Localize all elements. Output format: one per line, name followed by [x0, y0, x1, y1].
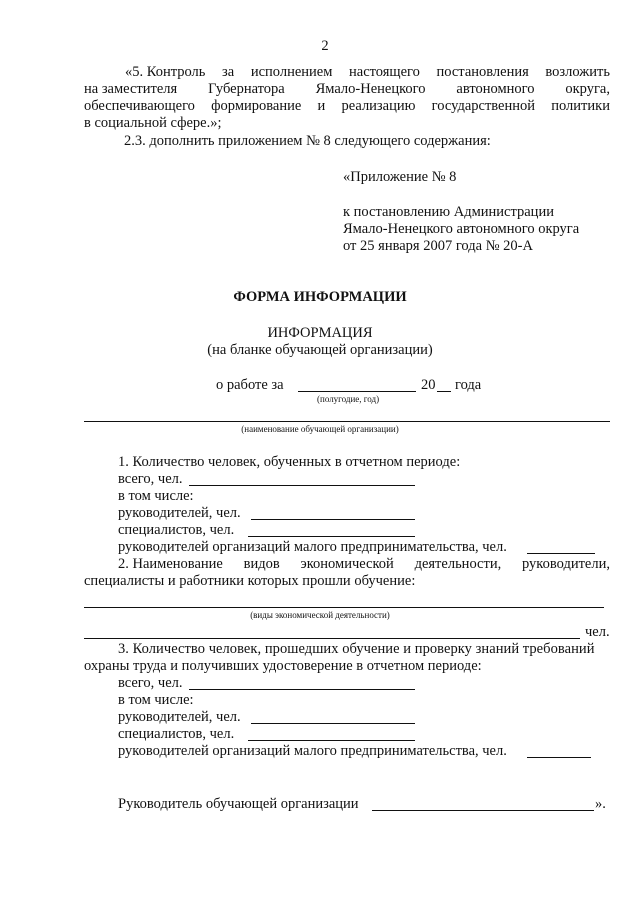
appendix-line1: к постановлению Администрации	[343, 204, 554, 220]
word: политики	[551, 98, 610, 114]
period-year-blank[interactable]	[437, 391, 451, 392]
signature-field[interactable]	[372, 810, 594, 811]
word: государственной	[431, 98, 536, 114]
form-title: ФОРМА ИНФОРМАЦИИ	[233, 289, 407, 305]
word: Ямало-Ненецкого	[315, 81, 426, 97]
s1-specialists-label: специалистов, чел.	[118, 522, 235, 538]
s1-small-business-label: руководителей организаций малого предпринимательства, чел.	[118, 539, 507, 555]
s3-line2: охраны труда и получивших удостоверение в отчетном периоде:	[84, 658, 482, 674]
word: деятельности,	[414, 556, 502, 572]
s1-managers-field[interactable]	[251, 519, 415, 520]
period-prefix: о работе за	[216, 377, 284, 393]
word: формирование	[211, 98, 302, 114]
s1-managers-label: руководителей, чел.	[118, 505, 241, 521]
word: экономической	[300, 556, 394, 572]
s1-small-business-field[interactable]	[527, 553, 595, 554]
period-hint: (полугодие, год)	[317, 394, 380, 404]
s1-total-field[interactable]	[189, 485, 415, 486]
word: и	[317, 98, 326, 114]
signature-label: Руководитель обучающей организации	[118, 796, 359, 812]
info-title: ИНФОРМАЦИЯ	[267, 325, 373, 341]
org-name-line[interactable]	[84, 421, 610, 422]
word: постановления	[436, 64, 529, 80]
s2-count-line[interactable]	[84, 638, 580, 639]
para23: 2.3. дополнить приложением № 8 следующего содержания:	[124, 133, 491, 149]
s2-line1	[118, 556, 610, 573]
period-blank[interactable]	[298, 391, 416, 392]
s2-activities-line[interactable]	[84, 607, 604, 608]
s1-title: 1. Количество человек, обученных в отчетном периоде:	[118, 454, 461, 470]
word: настоящего	[349, 64, 420, 80]
para5-line3	[84, 98, 610, 115]
s2-unit: чел.	[585, 624, 610, 640]
word: исполнением	[250, 64, 333, 80]
word: возложить	[545, 64, 610, 80]
s3-managers-field[interactable]	[251, 723, 415, 724]
s2-line2: специалисты и работники которых прошли обучение:	[84, 573, 416, 589]
para5-line2	[84, 81, 610, 98]
word: «5. Контроль	[125, 64, 206, 80]
s3-small-business-field[interactable]	[527, 757, 591, 758]
page-number: 2	[321, 38, 329, 54]
para5-line1	[125, 64, 610, 81]
s3-specialists-label: специалистов, чел.	[118, 726, 235, 742]
s3-line1: 3. Количество человек, прошедших обучение и проверку знаний требований	[118, 641, 595, 657]
s3-total-label: всего, чел.	[118, 675, 183, 691]
word: видов	[243, 556, 280, 572]
period-year-prefix: 20	[421, 377, 436, 393]
appendix-title: «Приложение № 8	[343, 169, 457, 185]
word: округа,	[565, 81, 610, 97]
word: руководители,	[522, 556, 610, 572]
appendix-line2: Ямало-Ненецкого автономного округа	[343, 221, 580, 237]
word: автономного	[456, 81, 535, 97]
word: на заместителя	[84, 81, 178, 97]
appendix-line3: от 25 января 2007 года № 20-А	[343, 238, 533, 254]
s2-hint: (виды экономической деятельности)	[250, 610, 390, 620]
para5-line4: в социальной сфере.»;	[84, 115, 222, 131]
s3-including: в том числе:	[118, 692, 194, 708]
info-subtitle: (на бланке обучающей организации)	[207, 342, 433, 358]
s1-including: в том числе:	[118, 488, 194, 504]
word: за	[222, 64, 235, 80]
period-suffix: года	[455, 377, 482, 393]
word: Губернатора	[208, 81, 285, 97]
s3-small-business-label: руководителей организаций малого предпринимательства, чел.	[118, 743, 507, 759]
s1-total-label: всего, чел.	[118, 471, 183, 487]
signature-closing: ».	[595, 796, 606, 812]
word: обеспечивающего	[84, 98, 195, 114]
word: реализацию	[341, 98, 416, 114]
org-hint: (наименование обучающей организации)	[241, 424, 399, 434]
s3-specialists-field[interactable]	[248, 740, 415, 741]
s1-specialists-field[interactable]	[248, 536, 415, 537]
s3-total-field[interactable]	[189, 689, 415, 690]
s3-managers-label: руководителей, чел.	[118, 709, 241, 725]
word: 2. Наименование	[118, 556, 223, 572]
